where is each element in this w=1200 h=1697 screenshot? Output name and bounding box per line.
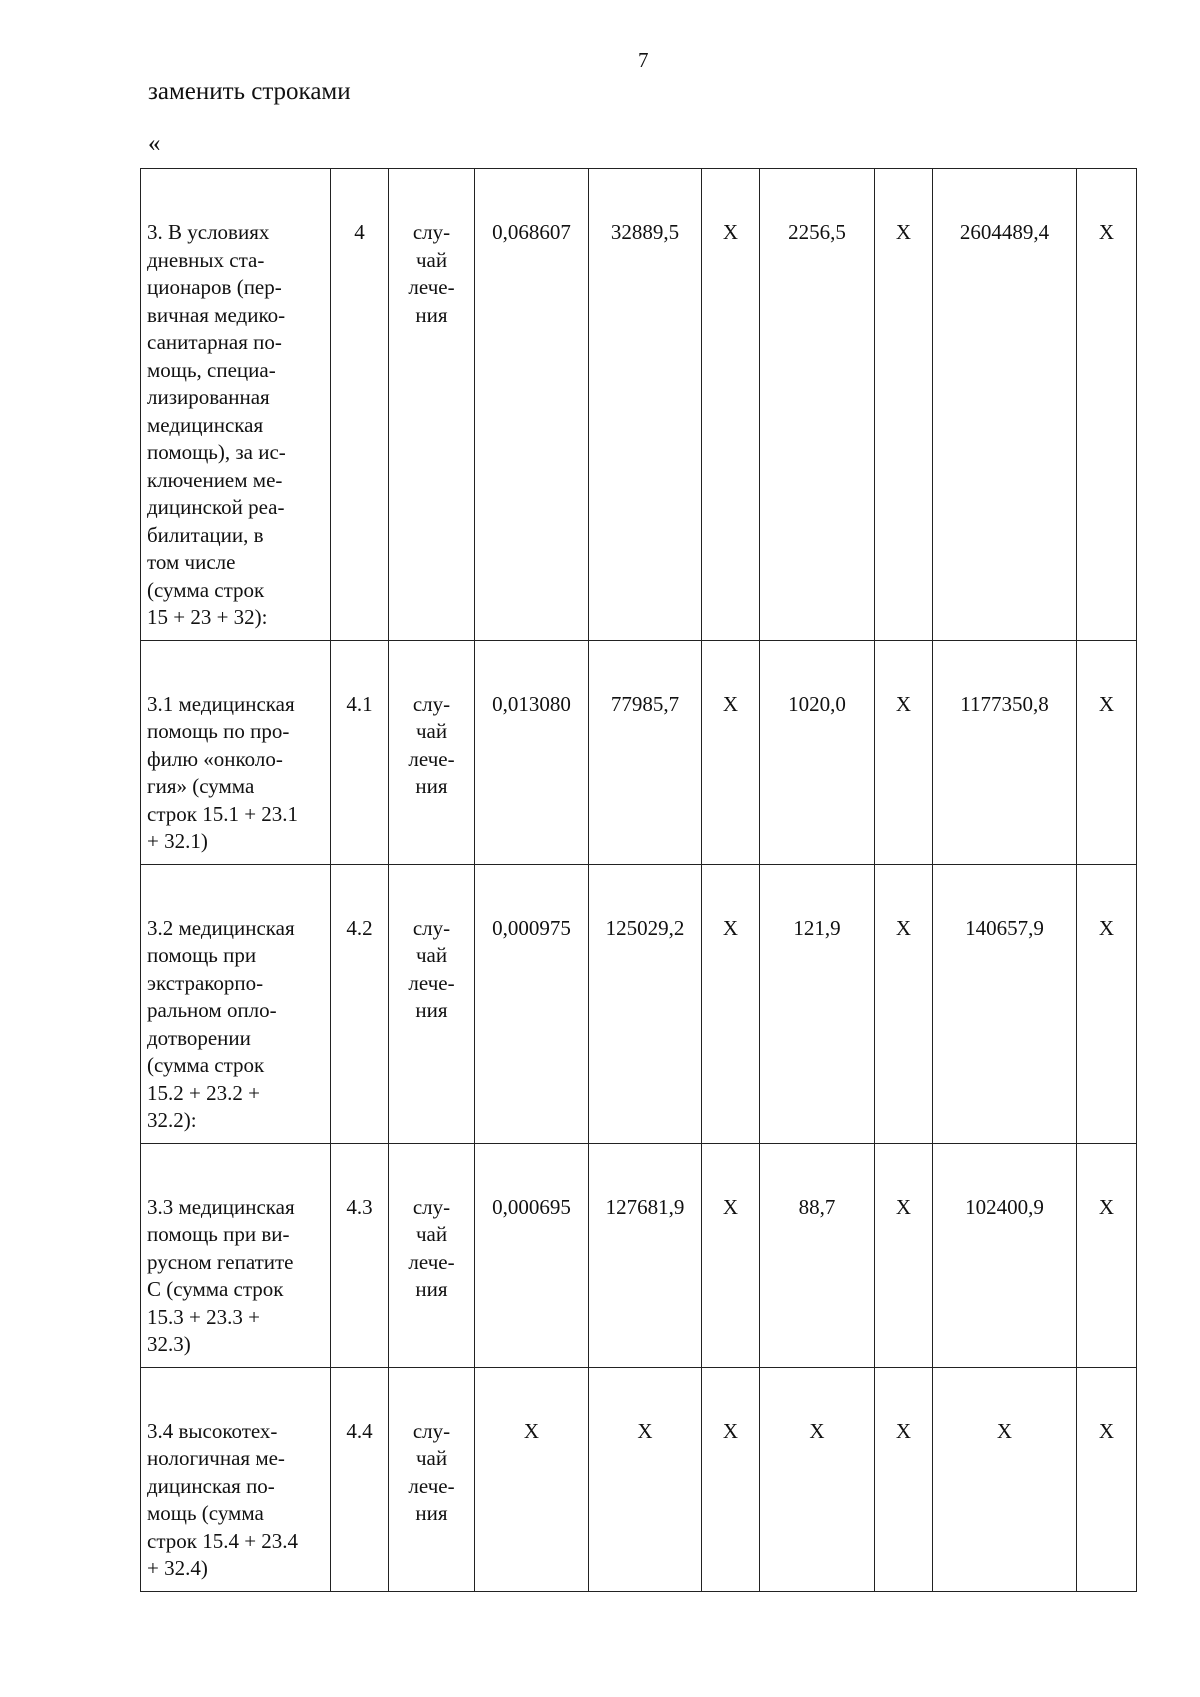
cost-value-cell: 125029,2 xyxy=(589,864,702,1143)
x-mark-cell: Х xyxy=(933,1367,1077,1591)
row-name-cell xyxy=(141,169,331,641)
unit-line: ния xyxy=(415,774,448,798)
x-mark-cell: Х xyxy=(875,1143,933,1367)
page-number: 7 xyxy=(638,48,649,72)
unit-line: лече- xyxy=(408,275,455,299)
unit-line: чай xyxy=(415,719,448,743)
row-name-cell xyxy=(141,1143,331,1367)
unit-line: ния xyxy=(415,1501,448,1525)
row-name-line: 3.2 медицинская xyxy=(147,915,295,940)
row-name-line: + 32.4) xyxy=(147,1556,208,1580)
row-number-cell: 4.2 xyxy=(331,864,389,1143)
norm-value-cell: 0,000975 xyxy=(475,864,589,1143)
row-name-line: (сумма строк xyxy=(147,1053,265,1077)
row-name-line: ральном опло- xyxy=(147,998,277,1022)
total-value-cell: 140657,9 xyxy=(933,864,1077,1143)
x-mark-cell: Х xyxy=(702,864,760,1143)
unit-line: ния xyxy=(415,302,448,327)
row-name-line: билитации, в xyxy=(147,522,264,547)
row-name-line: 3.3 медицинская xyxy=(147,1194,295,1219)
x-mark-cell: Х xyxy=(702,169,760,641)
cost-value-cell: 127681,9 xyxy=(589,1143,702,1367)
row-name-line: 15.3 + 23.3 + xyxy=(147,1304,260,1329)
unit-line: чай xyxy=(415,1222,448,1246)
row-name-cell xyxy=(141,640,331,864)
unit-line: чай xyxy=(415,247,448,272)
row-name-line: лизированная xyxy=(147,385,270,409)
table-row xyxy=(141,640,1137,864)
total-value-cell: 1177350,8 xyxy=(933,640,1077,864)
x-mark-cell: Х xyxy=(760,1367,875,1591)
per-capita-value-cell: 88,7 xyxy=(760,1143,875,1367)
unit-line: слу- xyxy=(412,691,451,716)
norm-value-cell: 0,013080 xyxy=(475,640,589,864)
row-number-cell: 4 xyxy=(331,169,389,641)
row-name-line: вичная медико- xyxy=(147,302,286,327)
row-name-line: гия» (сумма xyxy=(147,774,255,798)
row-name-line: помощь при xyxy=(147,943,257,967)
row-name-line: 3. В условиях xyxy=(147,220,270,244)
norm-value-cell: 0,000695 xyxy=(475,1143,589,1367)
row-name-line: мощь (сумма xyxy=(147,1501,264,1525)
unit-line: слу- xyxy=(412,1418,451,1443)
x-mark-cell: Х xyxy=(589,1367,702,1591)
x-mark-cell: Х xyxy=(1077,864,1137,1143)
x-mark-cell: Х xyxy=(1077,1367,1137,1591)
row-name-line: санитарная по- xyxy=(147,330,282,354)
row-name-cell xyxy=(141,1367,331,1591)
x-mark-cell: Х xyxy=(1077,1143,1137,1367)
row-name-line: экстракорпо- xyxy=(147,970,264,995)
x-mark-cell: Х xyxy=(702,1143,760,1367)
row-name-line: русном гепатите xyxy=(147,1249,294,1274)
x-mark-cell: Х xyxy=(702,1367,760,1591)
opening-quote: « xyxy=(148,130,161,157)
unit-line: лече- xyxy=(408,1473,455,1498)
row-name-line: ционаров (пер- xyxy=(147,275,282,299)
row-number-cell: 4.4 xyxy=(331,1367,389,1591)
unit-cell xyxy=(389,640,475,864)
row-name-line: дицинской реа- xyxy=(147,495,285,519)
unit-cell xyxy=(389,169,475,641)
row-name-line: + 32.1) xyxy=(147,829,208,853)
unit-cell xyxy=(389,864,475,1143)
total-value-cell: 2604489,4 xyxy=(933,169,1077,641)
unit-line: ния xyxy=(415,998,448,1022)
unit-cell xyxy=(389,1143,475,1367)
unit-line: чай xyxy=(415,1446,448,1470)
row-name-line: дицинская по- xyxy=(147,1473,275,1498)
row-name-line: С (сумма строк xyxy=(147,1277,284,1301)
x-mark-cell: Х xyxy=(875,1367,933,1591)
row-name-line: мощь, специа- xyxy=(147,357,276,382)
row-name-cell xyxy=(141,864,331,1143)
row-name-line: (сумма строк xyxy=(147,577,265,602)
unit-cell xyxy=(389,1367,475,1591)
row-number-cell: 4.1 xyxy=(331,640,389,864)
x-mark-cell: Х xyxy=(875,864,933,1143)
per-capita-value-cell: 121,9 xyxy=(760,864,875,1143)
x-mark-cell: Х xyxy=(702,640,760,864)
unit-line: ния xyxy=(415,1277,448,1301)
row-number-cell: 4.3 xyxy=(331,1143,389,1367)
cost-value-cell: 77985,7 xyxy=(589,640,702,864)
row-name-line: 32.3) xyxy=(147,1332,191,1356)
row-name-line: 3.4 высокотех- xyxy=(147,1418,278,1443)
row-name-line: нологичная ме- xyxy=(147,1446,285,1470)
per-capita-value-cell: 1020,0 xyxy=(760,640,875,864)
norm-value-cell: 0,068607 xyxy=(475,169,589,641)
unit-line: слу- xyxy=(412,1194,451,1219)
x-mark-cell: Х xyxy=(875,640,933,864)
row-name-line: помощь по про- xyxy=(147,719,290,743)
row-name-line: ключением ме- xyxy=(147,467,283,492)
row-name-line: медицинская xyxy=(147,412,264,437)
total-value-cell: 102400,9 xyxy=(933,1143,1077,1367)
row-name-line: помощь), за ис- xyxy=(147,440,286,464)
unit-line: лече- xyxy=(408,746,455,771)
row-name-line: 32.2): xyxy=(147,1108,197,1132)
table-row xyxy=(141,1367,1137,1591)
data-table xyxy=(140,168,1137,1592)
unit-line: чай xyxy=(415,943,448,967)
row-name-line: помощь при ви- xyxy=(147,1222,290,1246)
intro-text: заменить строками xyxy=(148,78,351,105)
unit-line: лече- xyxy=(408,1249,455,1274)
row-name-line: 15.2 + 23.2 + xyxy=(147,1080,260,1105)
x-mark-cell: Х xyxy=(1077,640,1137,864)
row-name-line: 3.1 медицинская xyxy=(147,691,295,716)
unit-line: слу- xyxy=(412,915,451,940)
row-name-line: филю «онколо- xyxy=(147,746,283,771)
unit-line: лече- xyxy=(408,970,455,995)
table-row xyxy=(141,169,1137,641)
row-name-line: дневных ста- xyxy=(147,247,265,272)
unit-line: слу- xyxy=(412,220,451,244)
row-name-line: строк 15.1 + 23.1 xyxy=(147,801,299,826)
per-capita-value-cell: 2256,5 xyxy=(760,169,875,641)
cost-value-cell: 32889,5 xyxy=(589,169,702,641)
row-name-line: дотворении xyxy=(147,1025,251,1050)
row-name-line: 15 + 23 + 32): xyxy=(147,605,268,629)
row-name-line: том числе xyxy=(147,550,236,574)
row-name-line: строк 15.4 + 23.4 xyxy=(147,1528,299,1553)
x-mark-cell: Х xyxy=(875,169,933,641)
x-mark-cell: Х xyxy=(475,1367,589,1591)
table-row xyxy=(141,1143,1137,1367)
x-mark-cell: Х xyxy=(1077,169,1137,641)
table-row xyxy=(141,864,1137,1143)
